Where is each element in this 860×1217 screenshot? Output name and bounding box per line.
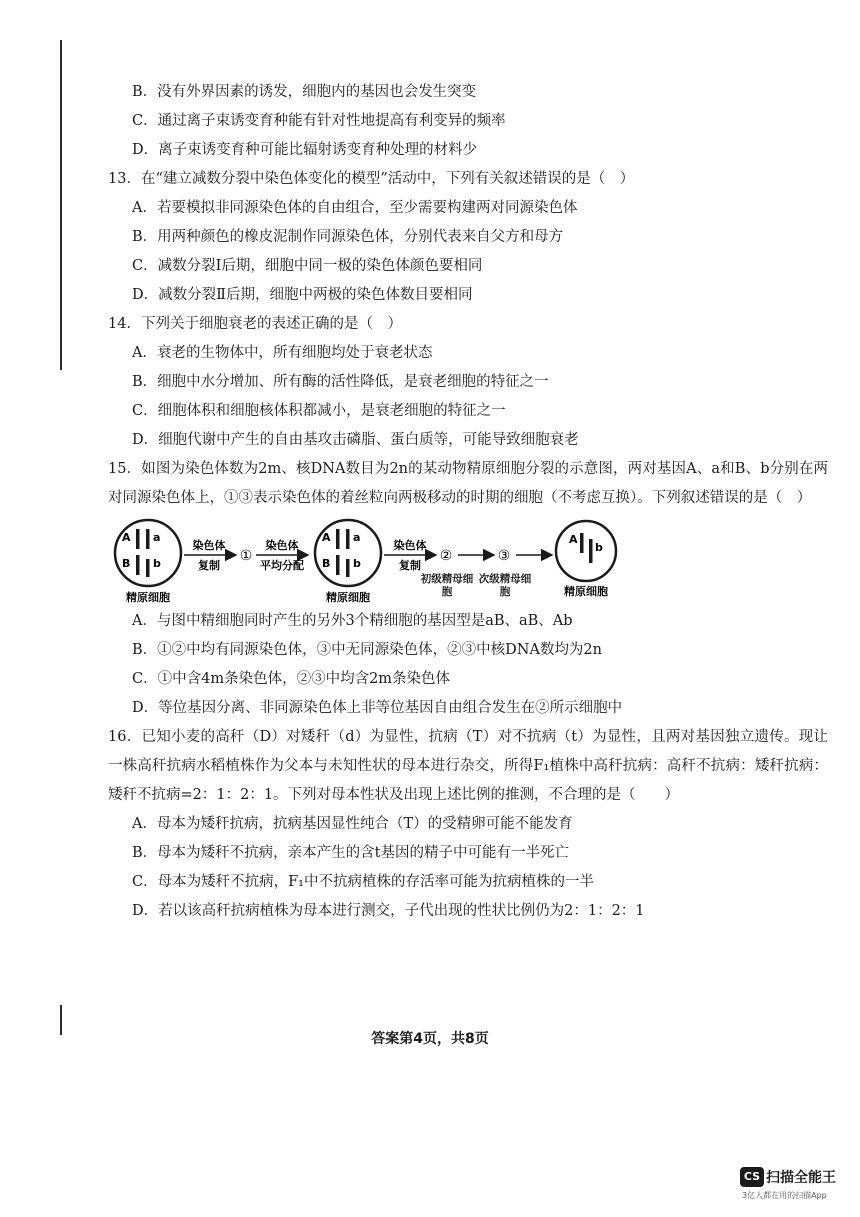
- chromosome: [146, 529, 150, 549]
- cell-2-label: 精原细胞: [326, 591, 370, 603]
- gene-label-A: A: [569, 533, 578, 546]
- gene-label-B: B: [122, 557, 131, 570]
- scanner-tagline: 3亿人都在用的扫描App: [742, 1190, 827, 1200]
- exam-content: [108, 78, 828, 926]
- node-2-label: 初级精母细胞: [420, 573, 474, 598]
- q13-stem: 13．在“建立减数分裂中染色体变化的模型”活动中，下列有关叙述错误的是（ ）: [108, 171, 635, 187]
- q16-option-a: A．母本为矮秆抗病，抗病基因显性纯合（T）的受精卵可能不能发育: [132, 816, 573, 832]
- meiosis-figure: [108, 517, 828, 603]
- arrow-2-top-label: 染色体: [265, 539, 299, 552]
- q15-option-d: D．等位基因分离、非同源染色体上非等位基因自由组合发生在②所示细胞中: [132, 700, 623, 716]
- gene-label-a: a: [353, 531, 361, 544]
- q12-option-b: B．没有外界因素的诱发，细胞内的基因也会发生突变: [132, 84, 477, 100]
- q14-option-a: A．衰老的生物体中，所有细胞均处于衰老状态: [132, 345, 433, 361]
- meiosis-diagram: [108, 517, 828, 603]
- cell-1-label: 精原细胞: [126, 591, 170, 603]
- gene-label-b: b: [595, 541, 603, 554]
- q16-option-d: D．若以该高秆抗病植株为母本进行测交，子代出现的性状比例仍为2：1：2：1: [132, 903, 645, 919]
- scanner-logo-icon: CS: [740, 1167, 764, 1187]
- arrow-1-bottom-label: 复制: [198, 559, 220, 572]
- arrow-1-top-label: 染色体: [192, 539, 226, 552]
- q12-option-d: D．离子束诱变育种可能比辐射诱变育种处理的材料少: [132, 142, 478, 158]
- chromosome: [346, 559, 350, 577]
- chromosome: [136, 529, 140, 549]
- scanner-name: 扫描全能王: [766, 1169, 836, 1186]
- scanner-watermark: [740, 1166, 836, 1201]
- q13-option-b: B．用两种颜色的橡皮泥制作同源染色体，分别代表来自父方和母方: [132, 229, 564, 245]
- gene-label-A: A: [322, 531, 331, 544]
- chromosome: [336, 555, 340, 575]
- chromosome: [336, 529, 340, 549]
- gene-label-b: b: [153, 557, 161, 570]
- binding-line: [60, 40, 62, 370]
- gene-label-b: b: [353, 557, 361, 570]
- chromosome: [346, 529, 350, 549]
- q14-stem: 14．下列关于细胞衰老的表述正确的是（ ）: [108, 316, 402, 332]
- chromosome: [580, 533, 584, 553]
- node-3: ③: [497, 548, 511, 564]
- chromosome: [589, 539, 593, 563]
- q16-option-c: C．母本为矮秆不抗病，F₁中不抗病植株的存活率可能为抗病植株的一半: [132, 874, 594, 890]
- q13-option-a: A．若要模拟非同源染色体的自由组合，至少需要构建两对同源染色体: [132, 200, 578, 216]
- sperm-cell: [556, 521, 616, 581]
- chromosome: [146, 559, 150, 577]
- q13-option-d: D．减数分裂Ⅱ后期，细胞中两极的染色体数目要相同: [132, 287, 473, 303]
- node-3-label: 次级精母细胞: [478, 573, 532, 598]
- q15-stem: 15．如图为染色体数为2m、核DNA数目为2n的某动物精原细胞分裂的示意图，两对基因A、a和B、b分别在两对同源染色体上，①③表示染色体的着丝粒向两极移动的时期的细胞（不考虑互换）。下列叙述错误的是（ ）: [108, 461, 828, 506]
- q16-stem: 16．已知小麦的高秆（D）对矮秆（d）为显性，抗病（T）对不抗病（t）为显性，且两对基因独立遗传。现让一株高秆抗病水稻植株作为父本与未知性状的母本进行杂交，所得F₁植株中高秆抗病：高秆不抗病：矮秆抗病：矮秆不抗病=2：1：2：1。下列对母本性状及出现上述比例的推测，不合理的是（ ）: [108, 729, 828, 803]
- arrow-3-top-label: 染色体: [393, 539, 427, 552]
- node-2: ②: [439, 548, 453, 564]
- spermatogonium-cell-1: [115, 520, 181, 586]
- q13-option-c: C．减数分裂Ⅰ后期，细胞中同一极的染色体颜色要相同: [132, 258, 483, 274]
- cell-3-label: 精原细胞: [564, 585, 608, 598]
- q15-option-a: A．与图中精细胞同时产生的另外3个精细胞的基因型是aB、aB、Ab: [132, 613, 573, 629]
- q15-option-c: C．①中含4m条染色体，②③中均含2m条染色体: [132, 671, 451, 687]
- chromosome: [136, 555, 140, 575]
- arrow-3-bottom-label: 复制: [399, 559, 421, 572]
- gene-label-a: a: [153, 531, 161, 544]
- q14-option-c: C．细胞体积和细胞核体积都减小，是衰老细胞的特征之一: [132, 403, 506, 419]
- gene-label-A: A: [122, 531, 131, 544]
- q14-option-d: D．细胞代谢中产生的自由基攻击磷脂、蛋白质等，可能导致细胞衰老: [132, 432, 579, 448]
- page-footer: 答案第4页，共8页: [371, 1031, 489, 1047]
- q14-option-b: B．细胞中水分增加、所有酶的活性降低，是衰老细胞的特征之一: [132, 374, 549, 390]
- q15-option-b: B．①②中均有同源染色体，③中无同源染色体，②③中核DNA数均为2n: [132, 642, 603, 658]
- node-1: ①: [239, 548, 253, 564]
- spermatogonium-cell-2: [315, 520, 381, 586]
- arrow-2-bottom-label: 平均分配: [260, 559, 304, 572]
- gene-label-B: B: [322, 557, 331, 570]
- q12-option-c: C．通过离子束诱变育种能有针对性地提高有利变异的频率: [132, 113, 506, 129]
- q16-option-b: B．母本为矮秆不抗病，亲本产生的含t基因的精子中可能有一半死亡: [132, 845, 569, 861]
